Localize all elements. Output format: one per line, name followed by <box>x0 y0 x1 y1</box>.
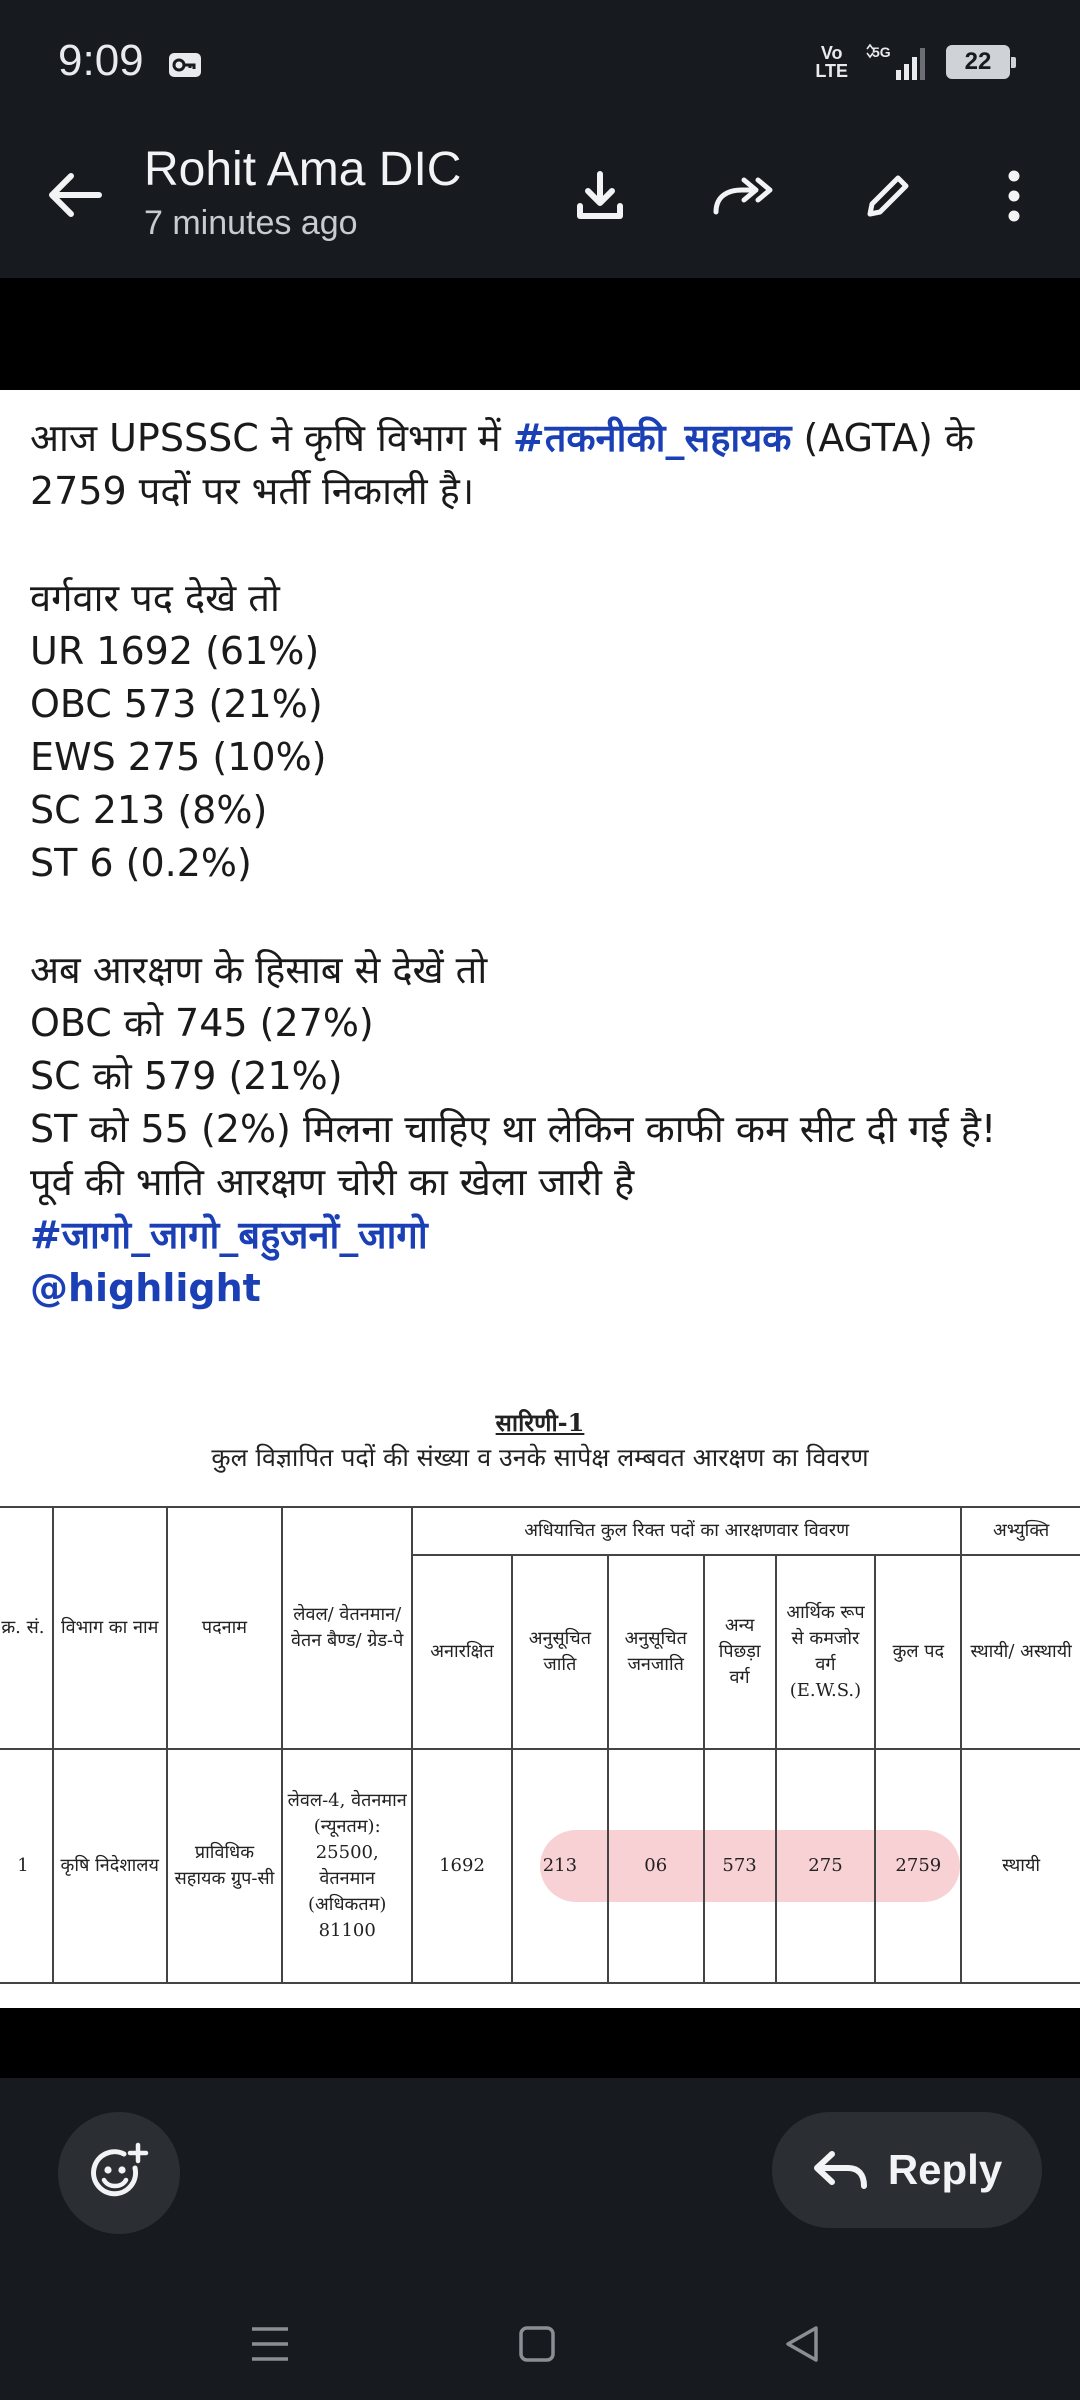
table-subtitle: कुल विज्ञापित पदों की संख्या व उनके सापेक्ष लम्बवत आरक्षण का विवरण <box>211 1443 869 1472</box>
st-line: ST को 55 (2%) मिलना चाहिए था लेकिन काफी कम सीट दी गई है! <box>30 1107 997 1151</box>
edit-button[interactable] <box>850 158 926 234</box>
post-text <box>30 412 1060 1315</box>
nav-recents-button[interactable] <box>240 2314 300 2374</box>
category-heading: वर्गवार पद देखे तो <box>30 576 280 620</box>
edit-icon <box>862 170 914 222</box>
reply-icon <box>812 2148 868 2192</box>
reservation-item: OBC को 745 (27%) <box>30 1001 374 1045</box>
forward-icon <box>712 172 776 220</box>
more-options-button[interactable] <box>976 158 1052 234</box>
header-obc: अन्य पिछड़ा वर्ग <box>704 1555 776 1749</box>
header-post: पदनाम <box>167 1507 283 1749</box>
header-ews: आर्थिक रूप से कमजोर वर्ग (E.W.S.) <box>776 1555 876 1749</box>
back-button[interactable] <box>40 160 110 230</box>
forward-button[interactable] <box>706 158 782 234</box>
app-bar <box>0 120 1080 278</box>
header-dept: विभाग का नाम <box>53 1507 167 1749</box>
cell-total: 2759 <box>875 1749 961 1983</box>
shared-image[interactable] <box>0 390 1080 2008</box>
category-item: EWS 275 (10%) <box>30 735 327 779</box>
table-row <box>0 1749 1080 1983</box>
post-line-1: आज UPSSSC ने कृषि विभाग में #तकनीकी_सहायक (AGTA) के <box>30 416 975 460</box>
cell-level: लेवल-4, वेतनमान (न्यूनतम): 25500, वेतनमान (अधिकतम) 81100 <box>282 1749 412 1983</box>
more-icon <box>1004 168 1024 224</box>
header-status: स्थायी/ अस्थायी <box>961 1555 1080 1749</box>
back-nav-icon <box>782 2324 822 2364</box>
cell-status: स्थायी <box>961 1749 1080 1983</box>
table-title: सारिणी-1 <box>495 1408 585 1437</box>
back-arrow-icon <box>47 171 103 219</box>
clock: 9:09 <box>58 36 144 85</box>
cell-dept: कृषि निदेशालय <box>53 1749 167 1983</box>
cell-ur: 1692 <box>412 1749 512 1983</box>
timestamp: 7 minutes ago <box>144 204 358 242</box>
vacancy-table <box>0 1506 1080 1984</box>
status-bar <box>0 0 1080 120</box>
cell-ews: 275 <box>776 1749 876 1983</box>
home-nav-icon <box>518 2325 556 2363</box>
post-line-2: 2759 पदों पर भर्ती निकाली है। <box>30 469 475 513</box>
cell-obc: 573 <box>704 1749 776 1983</box>
header-group: अधियाचित कुल रिक्त पदों का आरक्षणवार विवरण <box>412 1507 961 1555</box>
header-ur: अनारक्षित <box>412 1555 512 1749</box>
download-button[interactable] <box>562 158 638 234</box>
cell-sno: 1 <box>0 1749 53 1983</box>
reservation-item: SC को 579 (21%) <box>30 1054 343 1098</box>
add-emoji-icon <box>88 2142 150 2204</box>
header-sc: अनुसूचित जाति <box>512 1555 608 1749</box>
menu-nav-icon <box>250 2326 290 2362</box>
bottom-bar <box>0 2078 1080 2400</box>
cell-post: प्राविधिक सहायक ग्रुप-सी <box>167 1749 283 1983</box>
download-icon <box>572 168 628 224</box>
volte-indicator: Vo LTE <box>815 43 848 81</box>
category-item: ST 6 (0.2%) <box>30 841 252 885</box>
hashtag-link: #तकनीकी_सहायक <box>512 416 792 460</box>
add-reaction-button[interactable] <box>58 2112 180 2234</box>
reservation-heading: अब आरक्षण के हिसाब से देखें तो <box>30 948 488 992</box>
hashtag: #जागो_जागो_बहुजनों_जागो <box>30 1213 428 1257</box>
signal-5g-icon <box>866 42 928 82</box>
status-icons <box>815 40 1010 84</box>
header-remark: अभ्युक्ति <box>961 1507 1080 1555</box>
header-sno: क्र. सं. <box>0 1507 53 1749</box>
closing-line: पूर्व की भाति आरक्षण चोरी का खेला जारी है <box>30 1160 635 1204</box>
nav-back-button[interactable] <box>772 2314 832 2374</box>
category-item: OBC 573 (21%) <box>30 682 323 726</box>
header-total: कुल पद <box>875 1555 961 1749</box>
mention: @highlight <box>30 1266 261 1310</box>
cell-sc: 213 <box>512 1749 608 1983</box>
category-item: UR 1692 (61%) <box>30 629 320 673</box>
key-icon <box>168 52 202 78</box>
category-item: SC 213 (8%) <box>30 788 268 832</box>
battery-icon: 22 <box>946 45 1010 79</box>
sender-name: Rohit Ama DIC <box>144 143 462 196</box>
reply-label: Reply <box>887 2146 1003 2193</box>
reply-button[interactable] <box>772 2112 1042 2228</box>
svg-text:5G: 5G <box>872 44 891 60</box>
header-level: लेवल/ वेतनमान/ वेतन बैण्ड/ ग्रेड-पे <box>282 1507 412 1749</box>
header-st: अनुसूचित जनजाति <box>608 1555 704 1749</box>
nav-home-button[interactable] <box>507 2314 567 2374</box>
cell-st: 06 <box>608 1749 704 1983</box>
